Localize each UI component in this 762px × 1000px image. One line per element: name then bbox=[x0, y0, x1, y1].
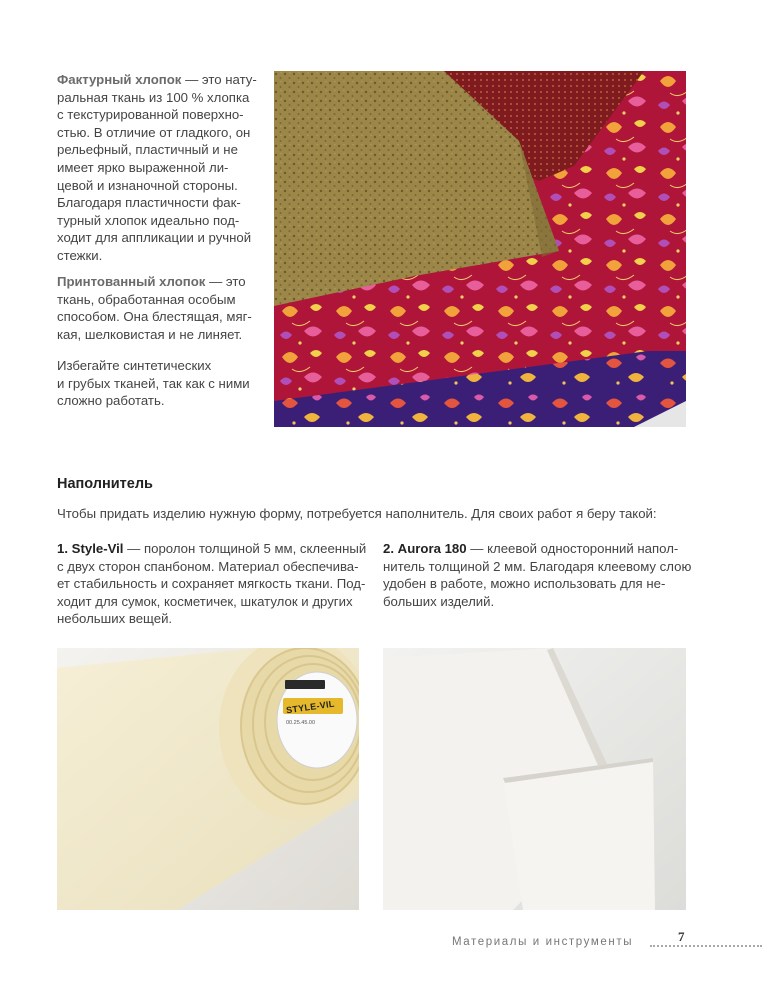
text-line: нитель толщиной 2 мм. Благодаря клеевому слою bbox=[383, 558, 692, 574]
footer-section-title: Материалы и инструменты bbox=[452, 936, 634, 948]
text-line: стью. В отличие от гладкого, он bbox=[57, 124, 251, 140]
text-line: кая, шелковистая и не линяет. bbox=[57, 326, 243, 342]
printed-cotton-term: Принтованный хлопок bbox=[57, 274, 206, 289]
item-name: Style-Vil bbox=[71, 541, 124, 556]
avoid-synthetics-paragraph bbox=[57, 357, 262, 410]
text-line: больших изделий. bbox=[383, 593, 495, 609]
text-line: ходит для аппликации и ручной bbox=[57, 230, 252, 246]
text-line: рельефный, пластичный и не bbox=[57, 142, 238, 158]
text-line: способом. Она блестящая, мяг- bbox=[57, 309, 252, 325]
text-line: — поролон толщиной 5 мм, склеенный bbox=[123, 541, 367, 556]
page-number: 7 bbox=[678, 929, 685, 944]
item-number: 1. bbox=[57, 541, 68, 556]
text-line: — это bbox=[205, 274, 246, 289]
footer-dotted-rule bbox=[650, 945, 762, 947]
filler-lead: Чтобы придать изделию нужную форму, потребуется наполнитель. Для своих работ я беру такой: bbox=[57, 506, 657, 521]
text-line: ральная ткань из 100 % хлопка bbox=[57, 89, 250, 105]
text-line: Благодаря пластичности фак- bbox=[57, 195, 241, 211]
textured-cotton-term: Фактурный хлопок bbox=[57, 72, 182, 87]
text-line: имеет ярко выраженной ли- bbox=[57, 159, 229, 175]
item-number: 2. bbox=[383, 541, 394, 556]
text-line: — клеевой односторонний напол- bbox=[466, 541, 679, 556]
text-line: ткань, обработанная особым bbox=[57, 291, 236, 307]
textured-cotton-paragraph bbox=[57, 71, 262, 265]
text-line: сложно работать. bbox=[57, 393, 165, 409]
text-line: ходит для сумок, косметичек, шкатулок и других bbox=[57, 593, 353, 609]
text-line: с текстурированной поверхно- bbox=[57, 107, 244, 123]
style-vil-roll-photo bbox=[57, 648, 359, 910]
filler-heading: Наполнитель bbox=[57, 476, 153, 492]
roll-code-label: 00.25.45.00 bbox=[286, 720, 316, 726]
text-line: ет стабильность и сохраняет мягкость ткани. Под- bbox=[57, 576, 366, 592]
text-line: стежки. bbox=[57, 247, 103, 263]
text-line: удобен в работе, можно использовать для не- bbox=[383, 576, 666, 592]
text-line: с двух сторон спанбоном. Материал обеспечива- bbox=[57, 558, 359, 574]
text-line: — это нату- bbox=[181, 72, 257, 87]
text-line: цевой и изнаночной стороны. bbox=[57, 177, 238, 193]
fabric-photo bbox=[274, 71, 686, 427]
aurora-felt-photo bbox=[383, 648, 686, 910]
item-name: Aurora 180 bbox=[397, 541, 467, 556]
text-line: турный хлопок идеально под- bbox=[57, 212, 240, 228]
roll-brand-label: STYLE-VIL bbox=[285, 698, 336, 716]
text-line: и грубых тканей, так как с ними bbox=[57, 375, 250, 391]
filler-item-aurora bbox=[383, 540, 693, 610]
text-line: Избегайте синтетических bbox=[57, 358, 212, 373]
printed-cotton-paragraph bbox=[57, 273, 262, 343]
text-line: небольших вещей. bbox=[57, 611, 173, 627]
filler-item-style-vil bbox=[57, 540, 367, 628]
